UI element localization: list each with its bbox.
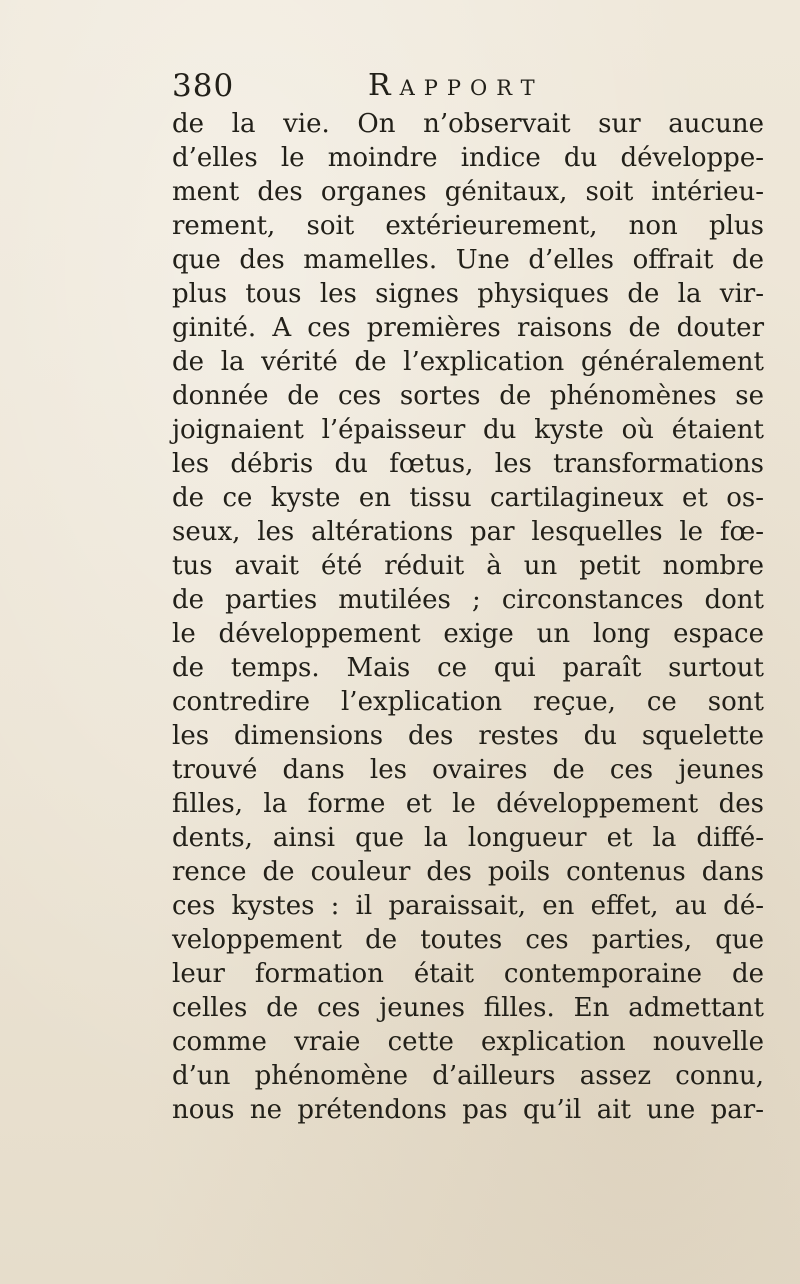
page-number: 380 [172, 68, 235, 104]
text-line: celles de ces jeunes filles. En admettant [172, 993, 764, 1023]
text-line: tus avait été réduit à un petit nombre [172, 551, 764, 581]
text-line: le développement exige un long espace [172, 619, 764, 649]
text-line: veloppement de toutes ces parties, que [172, 925, 764, 955]
body-text [172, 107, 764, 1127]
text-line: rement, soit extérieurement, non plus [172, 211, 764, 241]
running-head: Rapport [368, 68, 544, 103]
text-line: de temps. Mais ce qui paraît surtout [172, 653, 764, 683]
text-line: plus tous les signes physiques de la vir- [172, 279, 764, 309]
text-line: de la vérité de l’explication généralement [172, 347, 764, 377]
text-line: contredire l’explication reçue, ce sont [172, 687, 764, 717]
text-line: trouvé dans les ovaires de ces jeunes [172, 755, 764, 785]
text-line: ces kystes : il paraissait, en effet, au dé- [172, 891, 764, 921]
text-line: les dimensions des restes du squelette [172, 721, 764, 751]
text-line: les débris du fœtus, les transformations [172, 449, 764, 479]
text-line: de parties mutilées ; circonstances dont [172, 585, 764, 615]
text-line: d’elles le moindre indice du développe- [172, 143, 764, 173]
text-line: joignaient l’épaisseur du kyste où étaient [172, 415, 764, 445]
text-line: nous ne prétendons pas qu’il ait une par- [172, 1095, 764, 1125]
text-line: que des mamelles. Une d’elles offrait de [172, 245, 764, 275]
text-line: de la vie. On n’observait sur aucune [172, 109, 764, 139]
text-line: donnée de ces sortes de phénomènes se [172, 381, 764, 411]
text-line: filles, la forme et le développement des [172, 789, 764, 819]
text-line: seux, les altérations par lesquelles le fœ- [172, 517, 764, 547]
text-line: leur formation était contemporaine de [172, 959, 764, 989]
text-line: ginité. A ces premières raisons de douter [172, 313, 764, 343]
page-header [172, 64, 772, 108]
text-line: rence de couleur des poils contenus dans [172, 857, 764, 887]
text-line: comme vraie cette explication nouvelle [172, 1027, 764, 1057]
text-line: dents, ainsi que la longueur et la diffé- [172, 823, 764, 853]
text-line: d’un phénomène d’ailleurs assez connu, [172, 1061, 764, 1091]
text-line: de ce kyste en tissu cartilagineux et os- [172, 483, 764, 513]
text-line: ment des organes génitaux, soit intérieu- [172, 177, 764, 207]
